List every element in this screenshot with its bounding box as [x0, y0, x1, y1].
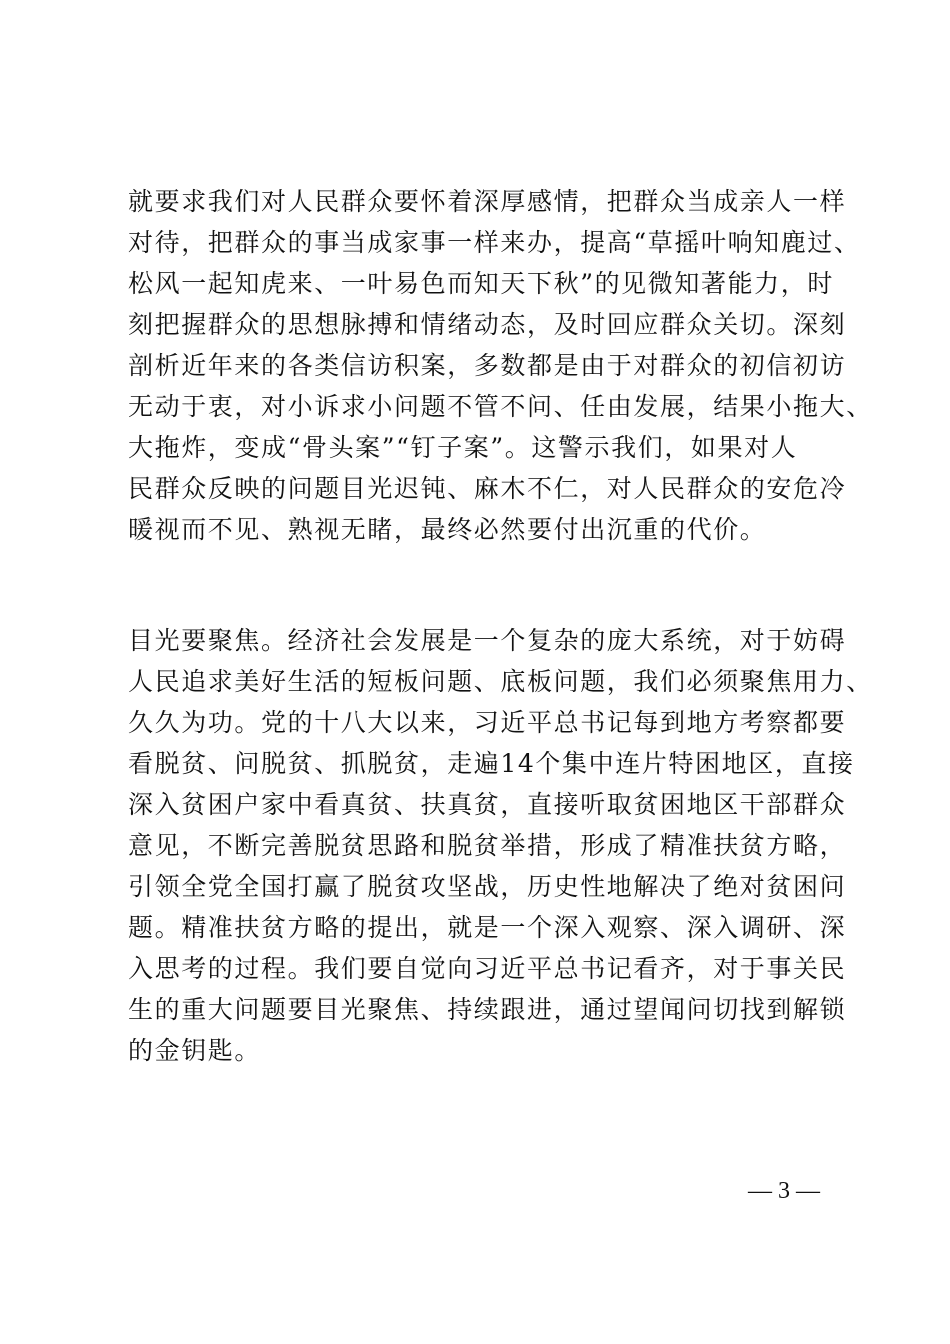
text-line: 入思考的过程。我们要自觉向习近平总书记看齐，对于事关民	[128, 954, 847, 983]
text-line: 目光要聚焦。经济社会发展是一个复杂的庞大系统，对于妨碍	[128, 626, 847, 655]
paragraph-gap	[128, 550, 838, 620]
text-line: 大拖炸，变成“骨头案”“钉子案”。这警示我们，如果对人	[128, 433, 798, 462]
text-line: 生的重大问题要目光聚焦、持续跟进，通过望闻问切找到解锁	[128, 995, 847, 1024]
text-line: 对待，把群众的事当成家事一样来办，提高“草摇叶响知鹿过、	[128, 228, 861, 257]
text-line: 看脱贫、问脱贫、抓脱贫，走遍14个集中连片特困地区，直接	[128, 749, 855, 778]
text-line: 松风一起知虎来、一叶易色而知天下秋”的见微知著能力，时	[128, 269, 834, 298]
text-line: 题。精准扶贫方略的提出，就是一个深入观察、深入调研、深	[128, 913, 847, 942]
text-line: 就要求我们对人民群众要怀着深厚感情，把群众当成亲人一样	[128, 187, 847, 216]
text-line: 暖视而不见、熟视无睹，最终必然要付出沉重的代价。	[128, 515, 767, 544]
text-line: 引领全党全国打赢了脱贫攻坚战，历史性地解决了绝对贫困问	[128, 872, 847, 901]
text-line: 无动于衷，对小诉求小问题不管不问、任由发展，结果小拖大、	[128, 392, 873, 421]
text-line: 人民追求美好生活的短板问题、底板问题，我们必须聚焦用力、	[128, 667, 873, 696]
paragraph-2	[128, 620, 873, 1071]
paragraph-1	[128, 181, 873, 550]
text-line: 剖析近年来的各类信访积案，多数都是由于对群众的初信初访	[128, 351, 847, 380]
text-line: 久久为功。党的十八大以来，习近平总书记每到地方考察都要	[128, 708, 847, 737]
text-line: 刻把握群众的思想脉搏和情绪动态，及时回应群众关切。深刻	[128, 310, 847, 339]
document-body	[128, 181, 873, 1071]
text-line: 民群众反映的问题目光迟钝、麻木不仁，对人民群众的安危冷	[128, 474, 847, 503]
text-line: 的金钥匙。	[128, 1036, 262, 1065]
page-number: — 3 —	[748, 1178, 820, 1204]
text-line: 意见，不断完善脱贫思路和脱贫举措，形成了精准扶贫方略，	[128, 831, 847, 860]
text-line: 深入贫困户家中看真贫、扶真贫，直接听取贫困地区干部群众	[128, 790, 847, 819]
